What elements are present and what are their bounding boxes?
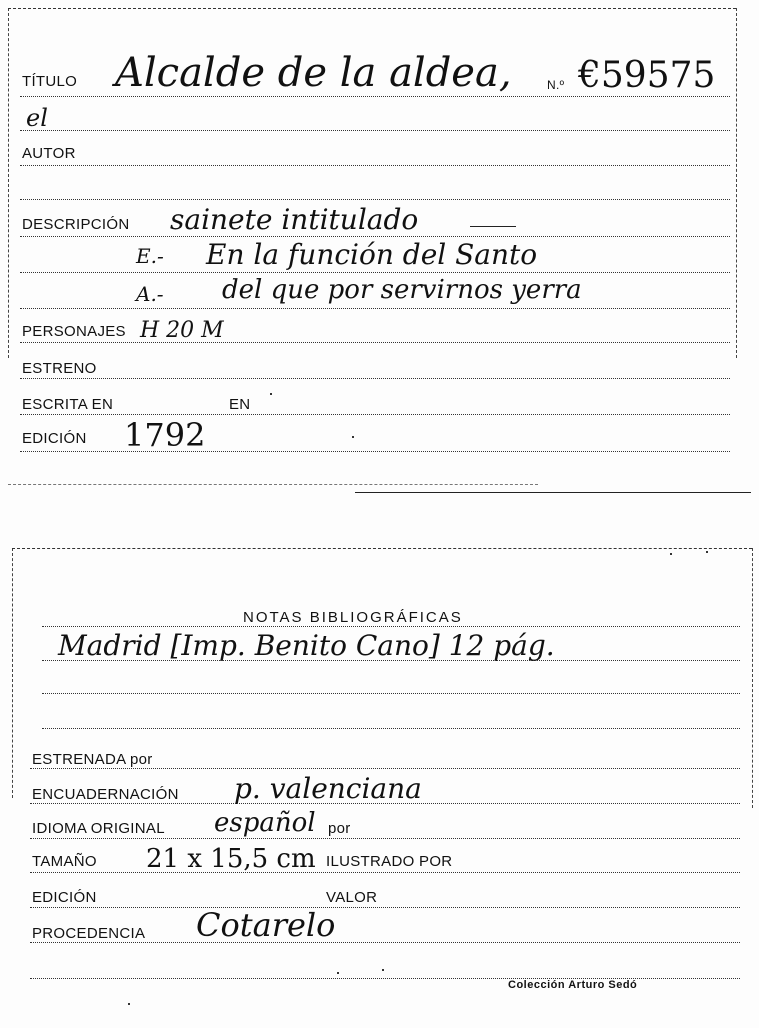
estreno-rule <box>20 378 730 379</box>
edicion-label: EDICIÓN <box>22 430 87 447</box>
idioma-rule <box>30 838 740 839</box>
estreno-label: ESTRENO <box>22 360 97 377</box>
card-bottom-solid-rule <box>355 492 751 493</box>
personajes-label: PERSONAJES <box>22 323 126 340</box>
en-label: EN <box>229 396 251 413</box>
titulo-rule <box>20 96 730 97</box>
notas-rule-4 <box>42 728 740 729</box>
procedencia-rule <box>30 942 740 943</box>
idioma-label: IDIOMA ORIGINAL <box>32 820 165 837</box>
card-left-border <box>8 8 9 358</box>
edicion-value: 1792 <box>124 416 206 454</box>
idioma-por: por <box>328 820 351 837</box>
titulo-number: €59575 <box>578 55 716 96</box>
descripcion-rule-2 <box>20 272 730 273</box>
card-bottom-dashes <box>8 484 538 485</box>
escrita-rule <box>20 414 730 415</box>
autor-label: AUTOR <box>22 145 76 162</box>
personajes-rule <box>20 342 730 343</box>
card-right-border <box>736 8 737 358</box>
descripcion-line3-prefix: A.- <box>136 282 164 306</box>
notas-rule-3 <box>42 693 740 694</box>
scan-speck <box>270 393 272 395</box>
bottom-card-left-border <box>12 548 13 798</box>
procedencia-value: Cotarelo <box>196 906 336 944</box>
descripcion-line2-prefix: E.- <box>136 244 164 268</box>
edicion-bottom-label: EDICIÓN <box>32 889 97 906</box>
descripcion-label: DESCRIPCIÓN <box>22 216 130 233</box>
scan-speck <box>670 553 672 555</box>
notas-heading: NOTAS BIBLIOGRÁFICAS <box>243 609 463 626</box>
descripcion-rule-3 <box>20 308 730 309</box>
idioma-value: español <box>214 808 316 838</box>
tamano-label: TAMAÑO <box>32 853 97 870</box>
scan-speck <box>706 551 708 553</box>
scan-speck <box>352 436 354 438</box>
notas-rule-2 <box>42 660 740 661</box>
notas-line1: Madrid [Imp. Benito Cano] 12 pág. <box>58 629 555 662</box>
bottom-card-right-border <box>752 548 753 808</box>
descripcion-line3: del que por servirnos yerra <box>222 275 582 305</box>
titulo-continuation: el <box>26 104 48 132</box>
card-top-border <box>8 8 736 9</box>
autor-rule-2 <box>20 199 730 200</box>
scan-speck <box>382 969 384 971</box>
encuadernacion-rule <box>30 803 740 804</box>
titulo-value: Alcalde de la aldea, <box>115 50 512 96</box>
descripcion-line2: En la función del Santo <box>206 238 538 271</box>
titulo-number-prefix: N.º <box>547 78 565 92</box>
personajes-value: H 20 M <box>140 318 224 343</box>
descripcion-dash <box>470 226 516 227</box>
titulo-label: TÍTULO <box>22 73 78 90</box>
descripcion-line1: sainete intitulado <box>170 203 419 236</box>
titulo-rule-2 <box>20 130 730 131</box>
scan-speck <box>128 1003 130 1005</box>
estrenada-rule <box>30 768 740 769</box>
estrenada-label: ESTRENADA por <box>32 751 153 768</box>
tamano-rule <box>30 872 740 873</box>
ilustrado-label: ILUSTRADO POR <box>326 853 453 870</box>
autor-rule <box>20 165 730 166</box>
procedencia-label: PROCEDENCIA <box>32 925 146 942</box>
encuadernacion-label: ENCUADERNACIÓN <box>32 786 179 803</box>
edicion-rule <box>20 451 730 452</box>
bottom-card-top-border <box>12 548 752 549</box>
tamano-value: 21 x 15,5 cm <box>146 844 316 874</box>
notas-rule-1 <box>42 626 740 627</box>
descripcion-rule <box>20 236 730 237</box>
edicion-bottom-rule <box>30 907 740 908</box>
encuadernacion-value: p. valenciana <box>234 772 422 805</box>
scan-speck <box>337 972 339 974</box>
coleccion-footer: Colección Arturo Sedó <box>508 979 638 991</box>
valor-label: VALOR <box>326 889 378 906</box>
escrita-label: ESCRITA EN <box>22 396 114 413</box>
